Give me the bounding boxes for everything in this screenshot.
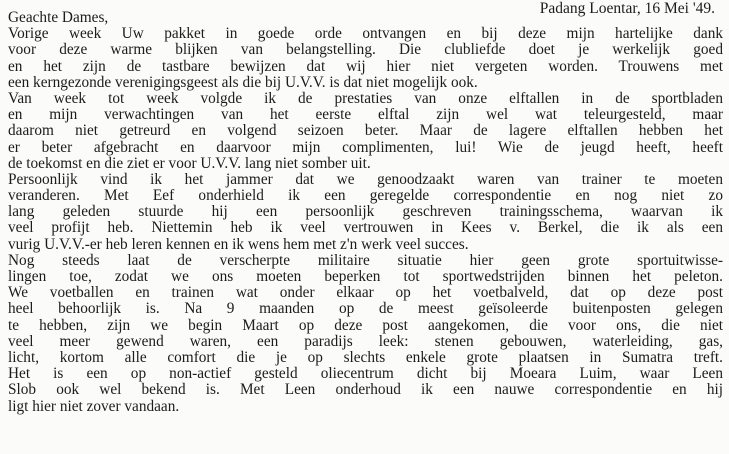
letter-line: en mijn verwachtingen van het eerste elftal zijn wel wat teleurgesteld, maar xyxy=(8,106,723,124)
letter-line: lang geleden stuurde hij een persoonlijk geschreven trainingsschema, waarvan ik xyxy=(8,203,723,221)
letter-line: We voetballen en trainen wat onder elkaar op het voetbalveld, dat op deze post xyxy=(8,284,723,302)
letter-line: vurig U.V.V.-er heb leren kennen en ik wens hem met z'n werk veel succes. xyxy=(8,235,469,253)
letter-line: lingen toe, zodat we ons moeten beperken tot sportwedstrijden binnen het peleton. xyxy=(8,268,723,285)
letter-line: daarom niet getreurd en volgend seizoen beter. Maar de lagere elftallen hebben het xyxy=(8,122,723,140)
letter-line: veranderen. Met Eef onderhield ik een geregelde correspondentie en nog niet zo xyxy=(8,187,723,205)
letter-line: en het zijn de tastbare bewijzen dat wij hier niet vergeten worden. Trouwens met xyxy=(8,57,723,75)
letter-line: Nog steeds laat de verscherpte militaire situatie hier geen grote sportuitwisse- xyxy=(8,251,723,269)
letter-salutation: Geachte Dames, xyxy=(8,9,109,26)
letter-line: voor deze warme blijken van belangstelling. Die clubliefde doet je werkelijk goed xyxy=(8,41,723,59)
letter-line: heel behoorlijk is. Na 9 maanden op de meest geïsoleerde buitenposten gelegen xyxy=(8,300,723,318)
letter-line: veel profijt heb. Niettemin heb ik veel vertrouwen in Kees v. Berkel, die ik als een xyxy=(8,219,723,237)
letter-line: er beter afgebracht en daarvoor mijn complimenten, lui! Wie de jeugd heeft, heeft xyxy=(8,138,723,156)
letter-line: ligt hier niet zover vandaan. xyxy=(8,397,180,415)
letter-line: te hebben, zijn we begin Maart op deze post aangekomen, die voor ons, die niet xyxy=(8,316,723,334)
letter-line: Van week tot week volgde ik de prestaties van onze elftallen in de sportbladen xyxy=(8,89,723,107)
letter-body xyxy=(8,10,723,415)
letter-line: veel meer gewend waren, een paradijs leek: stenen gebouwen, waterleiding, gas, xyxy=(8,332,723,350)
letter-line: licht, kortom alle comfort die je op slechts enkele grote plaatsen in Sumatra treft. xyxy=(8,348,723,366)
letter-line: Vorige week Uw pakket in goede orde ontvangen en bij deze mijn hartelijke dank xyxy=(8,25,723,43)
letter-dateline: Padang Loentar, 16 Mei '49. xyxy=(539,0,715,17)
letter-line: Het is een op non-actief gesteld oliecentrum dicht bij Moeara Luim, waar Leen xyxy=(8,365,723,383)
letter-line: een kerngezonde verenigingsgeest als die bij U.V.V. is dat niet mogelijk ook. xyxy=(8,73,478,91)
letter-line: de toekomst en die ziet er voor U.V.V. lang niet somber uit. xyxy=(8,154,371,172)
letter-line: Slob ook wel bekend is. Met Leen onderhoud ik een nauwe correspondentie en hij xyxy=(8,381,723,399)
letter-line: Persoonlijk vind ik het jammer dat we genoodzaakt waren van trainer te moeten xyxy=(8,170,723,188)
